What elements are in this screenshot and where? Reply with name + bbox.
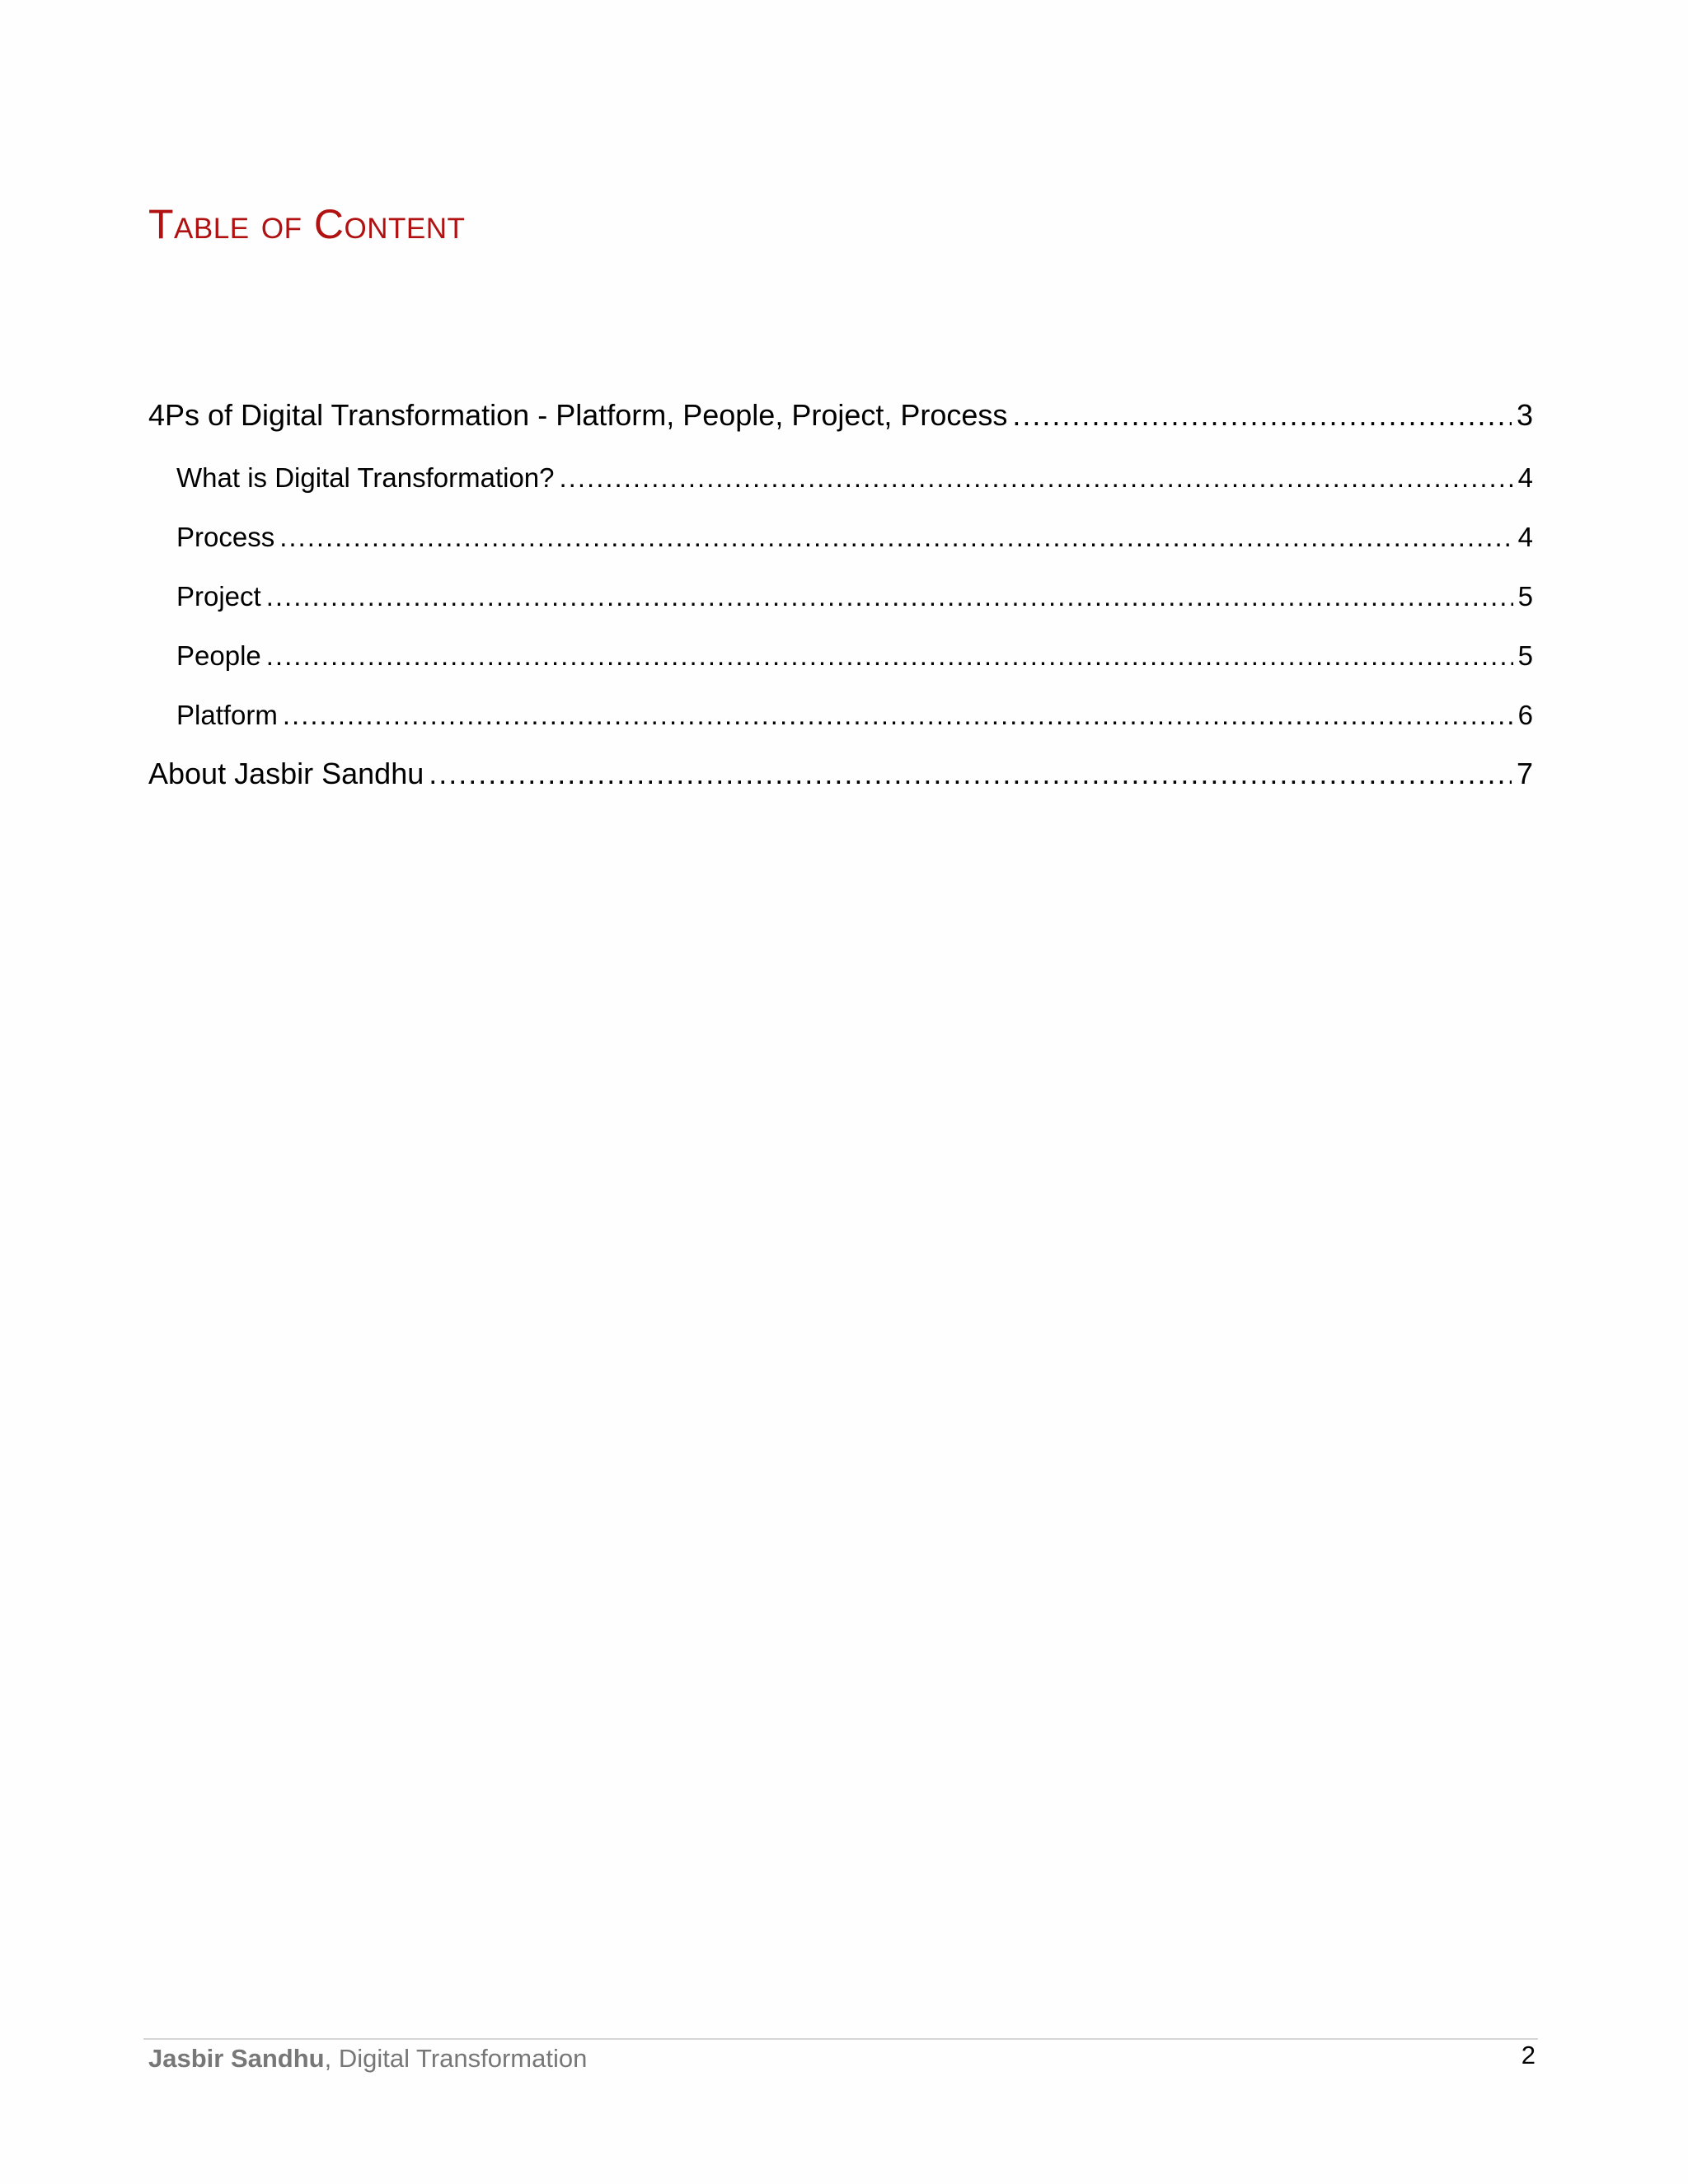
toc-page-number: 6 bbox=[1517, 700, 1533, 730]
footer-page-number: 2 bbox=[1521, 2041, 1536, 2069]
toc-entry-text: People bbox=[176, 640, 261, 671]
toc-entry-people[interactable] bbox=[176, 640, 1533, 672]
footer-subtitle: , Digital Transformation bbox=[324, 2044, 588, 2073]
toc-dot-leader bbox=[1012, 398, 1512, 433]
toc-entry-text: About Jasbir Sandhu bbox=[148, 757, 424, 790]
toc-entry-process[interactable] bbox=[176, 522, 1533, 553]
toc-page-number: 5 bbox=[1517, 640, 1533, 671]
toc-page-number: 3 bbox=[1516, 398, 1533, 432]
toc-entry-about-author[interactable] bbox=[148, 757, 1533, 791]
toc-entry-text: Project bbox=[176, 581, 261, 612]
page-title: Table of Content bbox=[148, 201, 466, 247]
toc-page-number: 4 bbox=[1517, 522, 1533, 552]
toc-entry-4ps[interactable] bbox=[148, 398, 1533, 433]
toc-dot-leader bbox=[560, 462, 1513, 494]
toc-dot-leader bbox=[283, 700, 1513, 731]
footer-divider bbox=[143, 2038, 1538, 2040]
toc-dot-leader bbox=[279, 522, 1512, 553]
toc-dot-leader bbox=[429, 757, 1512, 791]
toc-dot-leader bbox=[266, 640, 1513, 672]
footer-credit bbox=[148, 2044, 587, 2074]
toc-entry-text: 4Ps of Digital Transformation - Platform, People, Project, Process bbox=[148, 398, 1008, 432]
toc-entry-what-is-digital-transformation[interactable] bbox=[176, 462, 1533, 494]
toc-page-number: 7 bbox=[1516, 757, 1533, 790]
toc-entry-text: Platform bbox=[176, 700, 278, 730]
toc-entry-text: What is Digital Transformation? bbox=[176, 462, 555, 493]
footer-author: Jasbir Sandhu bbox=[148, 2044, 325, 2073]
toc-dot-leader bbox=[266, 581, 1513, 612]
toc-entry-text: Process bbox=[176, 522, 275, 552]
toc-page-number: 5 bbox=[1517, 581, 1533, 612]
toc-entry-platform[interactable] bbox=[176, 700, 1533, 731]
toc-entry-project[interactable] bbox=[176, 581, 1533, 612]
toc-page-number: 4 bbox=[1517, 462, 1533, 493]
